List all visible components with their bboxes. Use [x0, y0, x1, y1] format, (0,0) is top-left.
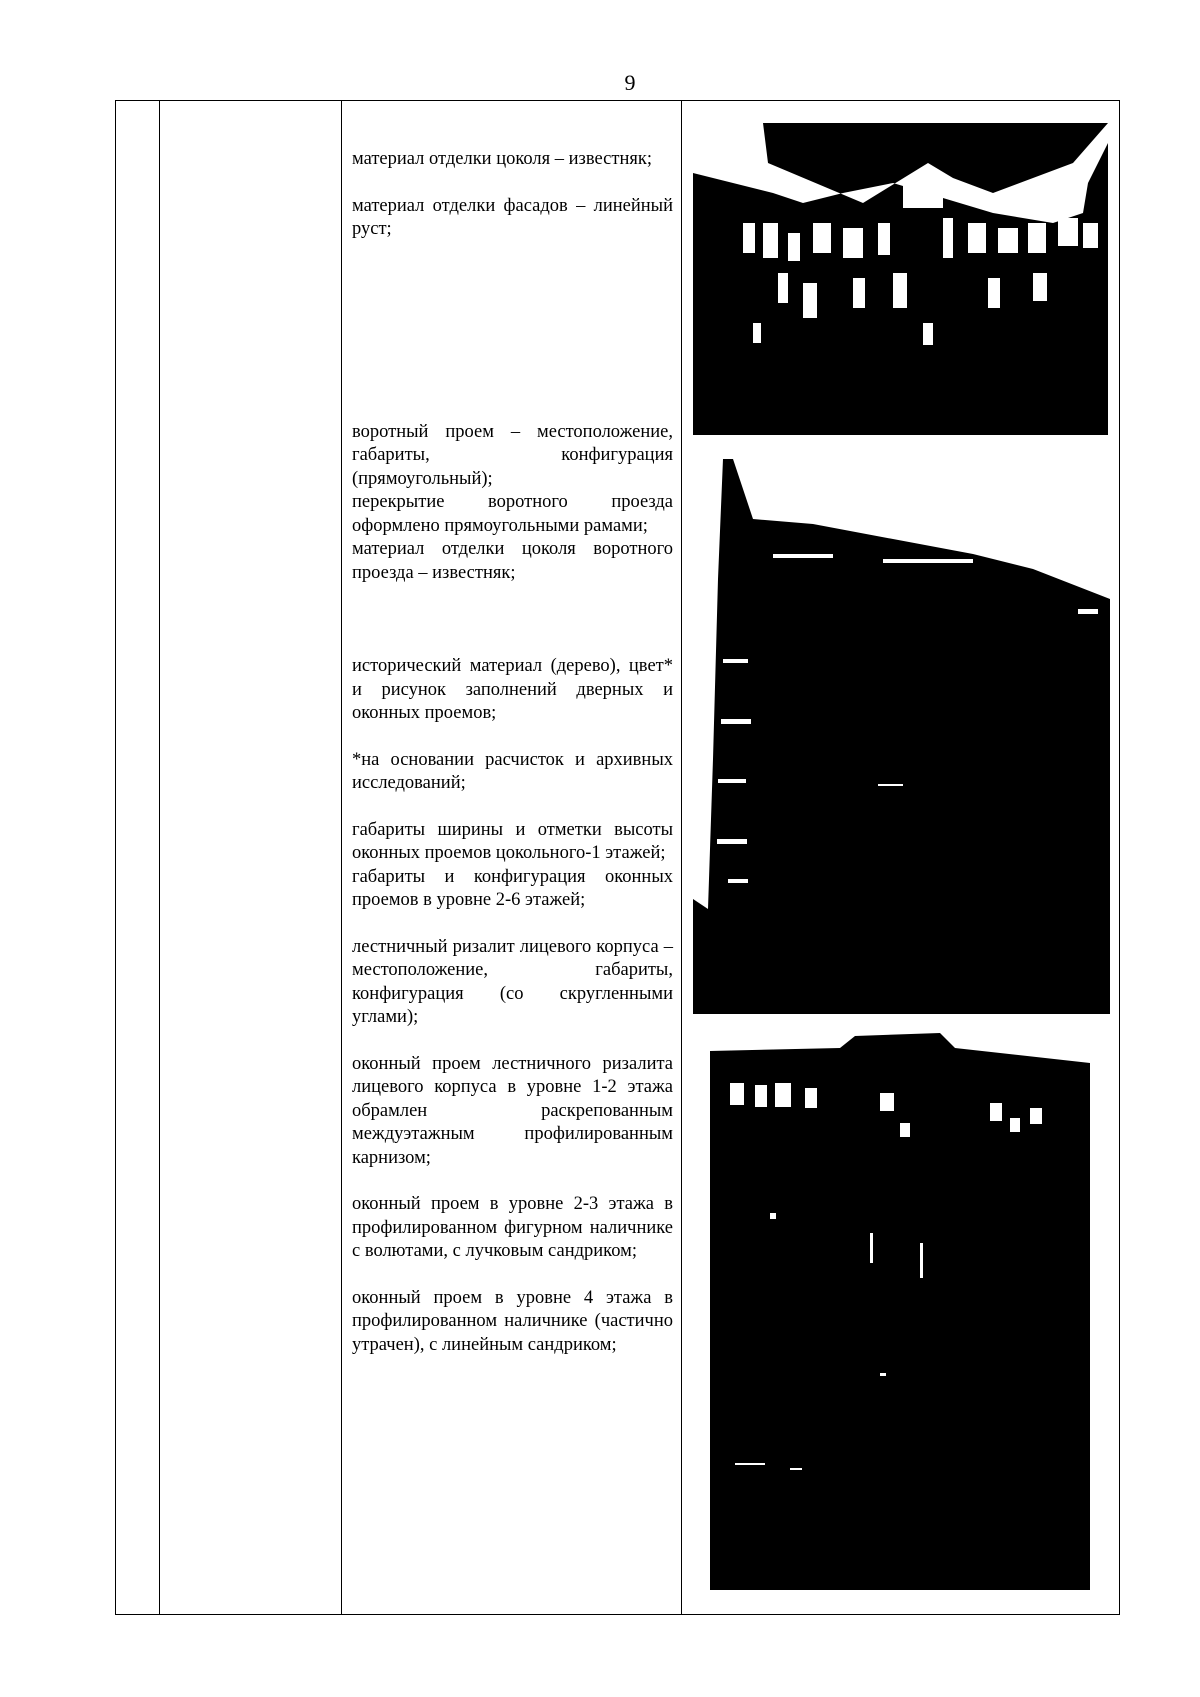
description-item: материал отделки цоколя воротного проезда – известняк;: [352, 539, 673, 583]
table-column-divider: [159, 101, 160, 1614]
description-item: оконный проем в уровне 2-3 этажа в профилированном фигурном наличнике с волютами, с лучковым сандриком;: [352, 1194, 673, 1261]
description-item: оконный проем в уровне 4 этажа в профилированном наличнике (частично утрачен), с линейным сандриком;: [352, 1287, 673, 1355]
description-item: воротный проем – местоположение, габариты, конфигурация (прямоугольный);: [352, 421, 673, 489]
table-column-divider: [341, 101, 342, 1614]
description-item: оконный проем лестничного ризалита лицевого корпуса в уровне 1-2 этажа обрамлен раскрепованным междуэтажным профилированным карнизом;: [352, 1053, 673, 1168]
description-item: *на основании расчисток и архивных исследований;: [352, 749, 673, 793]
description-item: исторический материал (дерево), цвет* и рисунок заполнений дверных и оконных проемов;: [352, 656, 673, 723]
stair-risalit-photo: [710, 1033, 1090, 1590]
page-number: 9: [624, 70, 636, 95]
description-item: габариты и конфигурация оконных проемов в уровне 2-6 этажей;: [352, 866, 673, 910]
facade-photo: [693, 123, 1108, 435]
description-item: материал отделки цоколя – известняк;: [352, 149, 652, 169]
description-item: материал отделки фасадов – линейный руст;: [352, 195, 673, 239]
description-item: перекрытие воротного проезда оформлено прямоугольными рамами;: [352, 492, 673, 536]
description-item: лестничный ризалит лицевого корпуса – местоположение, габариты, конфигурация (со скругленными углами);: [352, 936, 673, 1027]
description-column: [352, 50, 673, 1357]
gate-passage-photo: [693, 459, 1110, 1014]
description-item: габариты ширины и отметки высоты оконных проемов цокольного-1 этажей;: [352, 819, 673, 863]
table-column-divider: [681, 101, 682, 1614]
